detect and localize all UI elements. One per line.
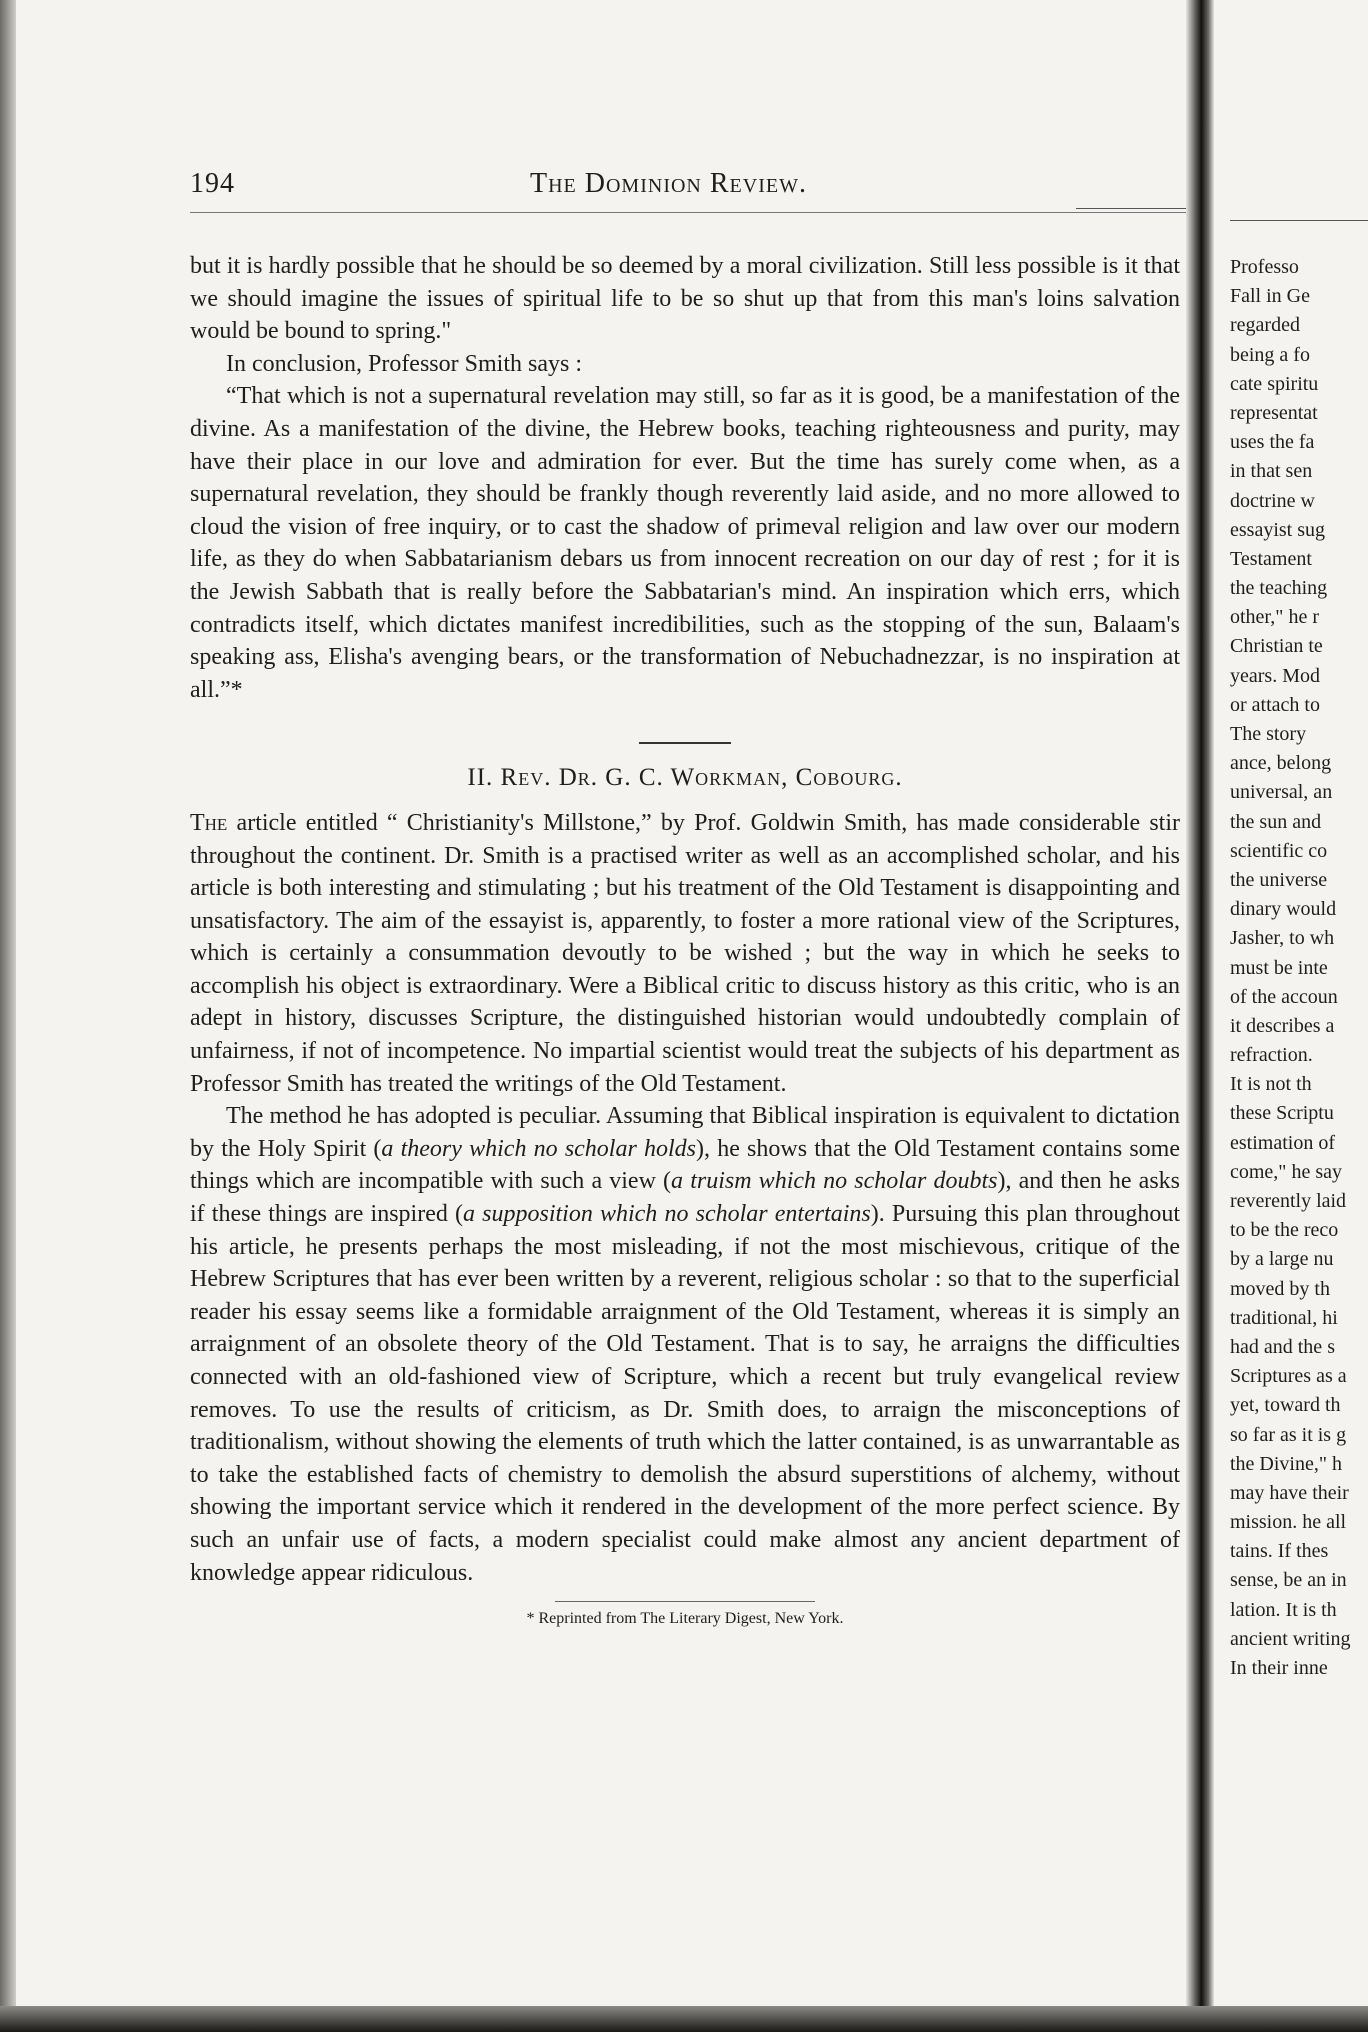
right-page-line: sense, be an in — [1230, 1569, 1347, 1592]
right-page-line: these Scriptu — [1230, 1102, 1334, 1125]
right-page-line: moved by th — [1230, 1277, 1330, 1300]
right-page-line: regarded — [1230, 314, 1300, 337]
right-page-line: the Divine," h — [1230, 1452, 1343, 1475]
paragraph-text: article entitled “ Christianity's Millstone,” by Prof. Goldwin Smith, has made considerable stir throughout the continent. Dr. Smith is a practised writer as well as an accomplished scholar, and his article is both interesting and stimulating ; but his treatment of the Old Testament is disappointing and unsatisfactory. The aim of the essayist is, apparently, to foster a more rational view of the Scriptures, which is certainly a consummation devoutly to be wished ; but the way in which he seeks to accomplish his object is extraordinary. Were a Biblical critic to discuss history as this critic, who is an adept in history, discusses Scripture, the distinguished historian would undoubtedly complain of unfairness, if not of incompetence. No impartial scientist would treat the subjects of his department as Professor Smith has treated the writings of the Old Testament. — [190, 809, 1180, 1097]
right-page-line: to be the reco — [1230, 1219, 1339, 1242]
right-page-line: representat — [1230, 401, 1318, 424]
italic-aside: a truism which no scholar doubts — [671, 1168, 998, 1195]
right-page-line: so far as it is g — [1230, 1423, 1347, 1446]
journal-title: The Dominion Review. — [530, 168, 807, 199]
right-page-line: scientific co — [1230, 839, 1328, 862]
right-page-line: mission. he all — [1230, 1511, 1347, 1534]
right-header-rule — [1230, 220, 1368, 221]
workman-paragraph-1 — [190, 807, 1180, 1100]
right-page-line: years. Mod — [1230, 664, 1320, 687]
header-rule-segment — [1076, 208, 1186, 209]
right-page-line: doctrine w — [1230, 489, 1315, 512]
book-gutter — [1186, 0, 1214, 2032]
right-page-line: or attach to — [1230, 693, 1320, 716]
italic-aside: a theory which no scholar holds — [381, 1135, 697, 1162]
right-page-line: dinary would — [1230, 898, 1337, 921]
footnote-rule — [555, 1601, 815, 1602]
right-page-line: the teaching — [1230, 577, 1328, 600]
page-number: 194 — [190, 168, 235, 199]
page-edge-shadow — [0, 0, 16, 2032]
right-page-line: It is not th — [1230, 1073, 1312, 1096]
right-page-line: by a large nu — [1230, 1248, 1334, 1271]
right-page-line: tains. If thes — [1230, 1540, 1329, 1563]
paragraph-text: ), and then he asks if these things are inspired ( — [190, 1168, 1180, 1228]
lead-word: The — [190, 809, 228, 836]
section-divider — [639, 742, 731, 744]
right-page-line: other," he r — [1230, 606, 1319, 629]
right-page-line: had and the s — [1230, 1335, 1335, 1358]
right-page-line: Testament — [1230, 547, 1312, 570]
right-page-line: The story — [1230, 723, 1307, 745]
right-page-line: Scriptures as a — [1230, 1365, 1347, 1388]
right-page-line: Professo — [1230, 256, 1299, 278]
right-page-line: essayist sug — [1230, 518, 1325, 541]
right-page-line: In their inne — [1230, 1657, 1328, 1679]
left-page — [190, 168, 1186, 1988]
right-page-line: cate spiritu — [1230, 372, 1319, 395]
right-page-line: being a fo — [1230, 343, 1310, 366]
right-page-line: come," he say — [1230, 1160, 1343, 1183]
right-page-line: yet, toward th — [1230, 1394, 1341, 1417]
workman-paragraph-2 — [190, 1100, 1180, 1589]
running-head — [190, 168, 1186, 213]
right-page-line: in that sen — [1230, 460, 1313, 483]
italic-aside: a supposition which no scholar entertains — [463, 1201, 871, 1228]
paragraph-text: The method he has adopted is peculiar. Assuming that Biblical inspiration is equivalent to dictation by the Holy Spirit ( — [190, 1103, 1180, 1162]
right-page-line: reverently laid — [1230, 1190, 1347, 1212]
right-page-line: Jasher, to wh — [1230, 927, 1335, 950]
right-page-line: ancient writing — [1230, 1627, 1351, 1650]
section-heading: II. Rev. Dr. G. C. Workman, Cobourg. — [467, 764, 903, 792]
paragraph-text: ). Pursuing this plan throughout his article, he presents perhaps the most misleading, if not the most mischievous, critique of the Hebrew Scriptures that has ever been written by a reverent, religious scholar : so that to the superficial reader his essay seems like a formidable arraignment of the Old Testament, whereas it is simply an arraignment of an obsolete theory of the Old Testament. That is to say, he arraigns the difficulties connected with an old-fashioned view of Scripture, which a recent but truly evangelical review removes. To use the results of criticism, as Dr. Smith does, to arraign the misconceptions of traditionalism, without showing the elements of truth which the latter contained, is as unwarrantable as to take the established facts of chemistry to demolish the absurd superstitions of alchemy, without showing the important service which it rendered in the development of the more perfect science. By such an unfair use of facts, a modern specialist could make almost any ancient department of knowledge appear ridiculous. — [190, 1201, 1181, 1586]
right-page-line: of the accoun — [1230, 985, 1338, 1008]
smith-quotation: “That which is not a supernatural revelation may still, so far as it is good, be a manifestation of the divine. As a manifestation of the divine, the Hebrew books, teaching righteousness and purity, may have their place in our love and admiration for ever. But the time has surely come when, as a supernatural revelation, they should be frankly though reverently laid aside, and no more allowed to cloud the vision of free inquiry, or to cast the shadow of primeval religion and law over our modern life, as they do when Sabbatarianism debars us from innocent recreation on our day of rest ; for it is the Jewish Sabbath that is really before the Sabbatarian's mind. An inspiration which errs, which contradicts itself, which dictates manifest incredibilities, such as the stopping of the sun, Balaam's speaking ass, Elisha's avenging bears, or the transformation of Nebuchadnezzar, is no inspiration at all.”* — [190, 383, 1180, 703]
right-page-line: must be inte — [1230, 956, 1328, 979]
right-page-line: Fall in Ge — [1230, 285, 1310, 308]
right-page-line: ance, belong — [1230, 752, 1332, 775]
scan-bottom-edge — [0, 2006, 1368, 2032]
right-page-line: estimation of — [1230, 1131, 1335, 1154]
conclusion-intro: In conclusion, Professor Smith says : — [226, 350, 582, 377]
right-page-line: it describes a — [1230, 1014, 1335, 1037]
opening-paragraph: but it is hardly possible that he should be so deemed by a moral civilization. Still less possible is it that we should imagine the issues of spiritual life to be so shut up that from this man's loins salvation would be bound to spring." — [190, 253, 1180, 345]
right-page-line: Christian te — [1230, 635, 1323, 658]
right-page-line: may have their — [1230, 1481, 1349, 1504]
right-page-line: uses the fa — [1230, 431, 1315, 454]
paragraph-text: ), he shows that the Old Testament contains some things which are incompatible with such a view ( — [190, 1135, 1181, 1195]
right-page-line: the universe — [1230, 868, 1328, 891]
right-page-text — [1230, 253, 1368, 1683]
right-page-fragment — [1218, 168, 1368, 1988]
right-page-line: lation. It is th — [1230, 1598, 1337, 1621]
footnote: * Reprinted from The Literary Digest, New York. — [526, 1610, 844, 1628]
right-page-line: universal, an — [1230, 781, 1333, 804]
right-page-line: the sun and — [1230, 810, 1322, 833]
article-body — [190, 250, 1180, 1630]
right-page-line: refraction. — [1230, 1044, 1313, 1067]
right-page-line: traditional, hi — [1230, 1306, 1338, 1329]
